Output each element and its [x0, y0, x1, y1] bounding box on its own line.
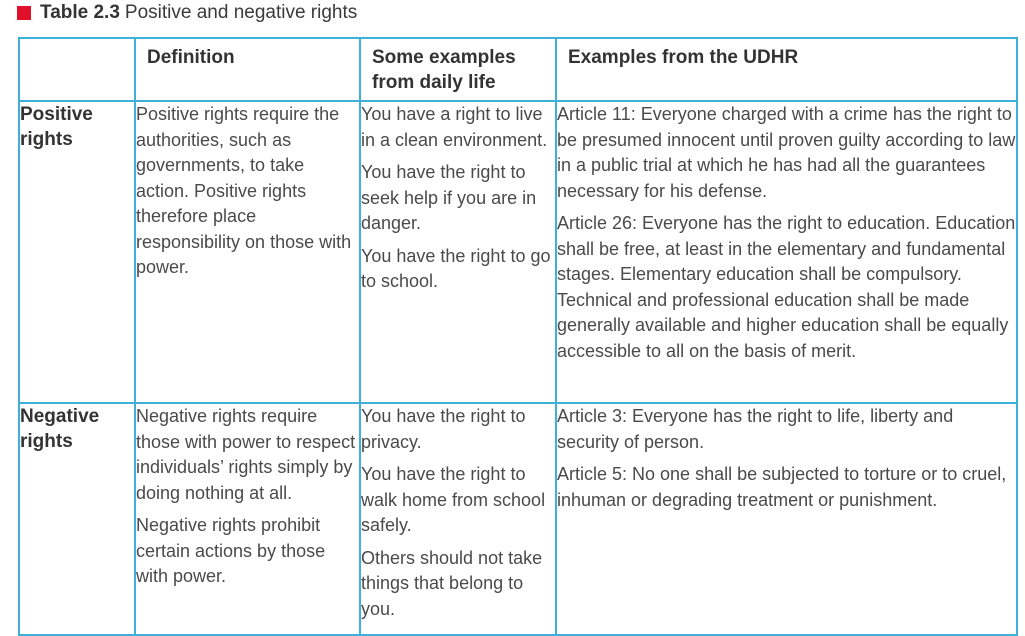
- caption-marker-icon: [17, 6, 31, 20]
- definition-paragraph: Negative rights require those with power to respect individuals’ rights simply by doing nothing at all.: [136, 406, 356, 503]
- caption-label: Table 2.3: [40, 2, 120, 23]
- udhr-article: Article 26: Everyone has the right to education. Education shall be free, at least in the elementary and fundamental stages. Elementary education shall be compulsory. Technical and professional education shall be made generally available and higher education shall be equally accessible to all on the basis of merit.: [557, 213, 1016, 361]
- rights-table: [18, 37, 1018, 636]
- daily-life-example: You have the right to privacy.: [361, 406, 526, 452]
- row-heading-positive: Positive rights: [19, 101, 135, 403]
- daily-life-example: You have a right to live in a clean environment.: [361, 104, 548, 150]
- udhr-cell-negative: [556, 403, 1017, 635]
- udhr-article: Article 11: Everyone charged with a crime has the right to be presumed innocent until proven guilty according to law in a public trial at which he has had all the guarantees necessary for his defense.: [557, 104, 1016, 201]
- header-definition: Definition: [135, 38, 360, 101]
- udhr-article: Article 3: Everyone has the right to life, liberty and security of person.: [557, 406, 954, 452]
- table-row-negative-rights: [19, 403, 1017, 635]
- daily-life-example: You have the right to seek help if you are in danger.: [361, 162, 537, 233]
- definition-paragraph: Negative rights prohibit certain actions by those with power.: [136, 515, 326, 586]
- definition-paragraph: Positive rights require the authorities, such as governments, to take action. Positive rights therefore place responsibility on those with power.: [136, 104, 352, 277]
- daily-life-example: Others should not take things that belong to you.: [361, 547, 543, 619]
- daily-life-example: You have the right to walk home from school safely.: [361, 464, 546, 535]
- daily-life-cell-positive: [360, 101, 556, 403]
- header-row: [19, 38, 1017, 101]
- caption-title: Positive and negative rights: [124, 2, 358, 23]
- header-udhr: Examples from the UDHR: [556, 38, 1017, 101]
- definition-cell-positive: [135, 101, 360, 403]
- header-daily-life: Some examples from daily life: [360, 38, 556, 101]
- daily-life-cell-negative: [360, 403, 556, 635]
- table-caption: [17, 1, 357, 25]
- udhr-article: Article 5: No one shall be subjected to torture or to cruel, inhuman or degrading treatment or punishment.: [557, 464, 1007, 510]
- daily-life-example: You have the right to go to school.: [361, 245, 551, 291]
- table-row-positive-rights: [19, 101, 1017, 403]
- header-cell-empty: [19, 38, 135, 101]
- definition-cell-negative: [135, 403, 360, 635]
- udhr-cell-positive: [556, 101, 1017, 403]
- row-heading-negative: Negative rights: [19, 403, 135, 635]
